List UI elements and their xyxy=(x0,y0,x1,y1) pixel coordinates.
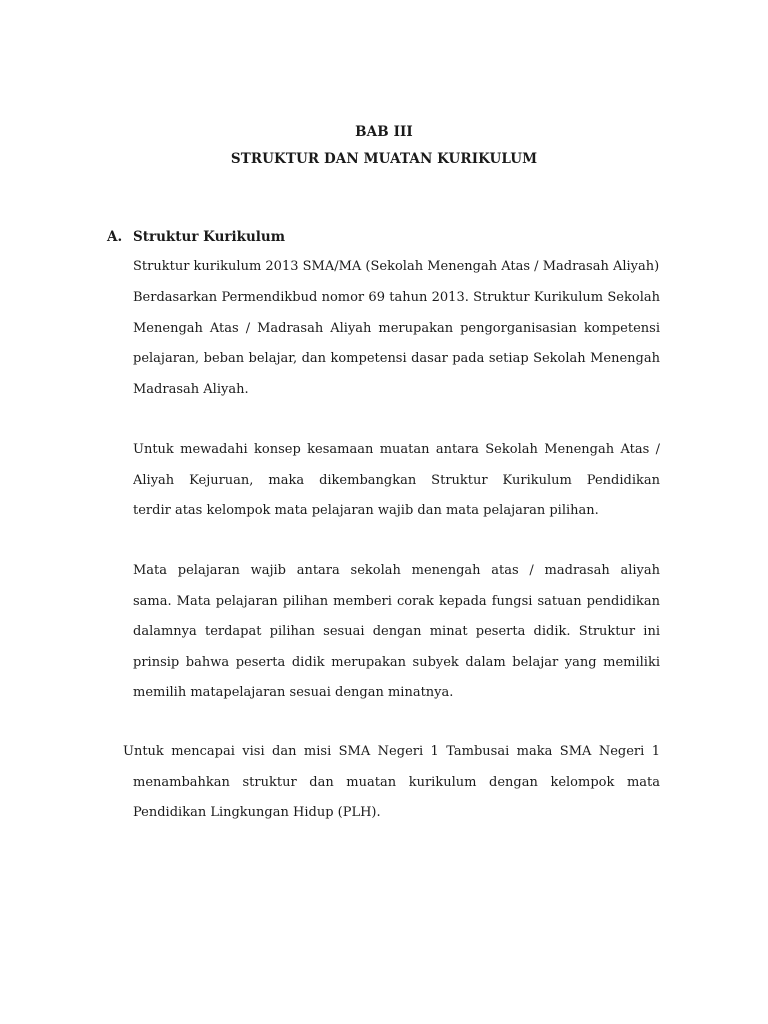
section-heading: Struktur Kurikulum xyxy=(133,229,286,245)
paragraph-line: sama. Mata pelajaran pilihan memberi corak kepada fungsi satuan pendidikan xyxy=(133,593,660,609)
paragraph-1 xyxy=(133,283,660,405)
chapter-number: BAB III xyxy=(355,124,413,140)
intro-line: Struktur kurikulum 2013 SMA/MA (Sekolah Menengah Atas / Madrasah Aliyah) xyxy=(133,259,660,274)
paragraph-line: memilih matapelajaran sesuai dengan minatnya. xyxy=(133,685,454,700)
paragraph-line: Untuk mewadahi konsep kesamaan muatan antara Sekolah Menengah Atas / xyxy=(133,442,660,457)
chapter-title: STRUKTUR DAN MUATAN KURIKULUM xyxy=(230,151,538,167)
paragraph-line: Untuk mencapai visi dan misi SMA Negeri 1 Tambusai maka SMA Negeri 1 xyxy=(123,744,660,759)
paragraph-line: Menengah Atas / Madrasah Aliyah merupakan pengorganisasian kompetensi xyxy=(133,320,660,336)
paragraph-line: terdir atas kelompok mata pelajaran wajib dan mata pelajaran pilihan. xyxy=(133,503,599,518)
paragraph-2 xyxy=(133,435,660,527)
paragraph-3 xyxy=(133,556,660,709)
paragraph-line: pelajaran, beban belajar, dan kompetensi dasar pada setiap Sekolah Menengah xyxy=(133,351,660,366)
section-marker: A. xyxy=(107,229,123,245)
paragraph-line: menambahkan struktur dan muatan kurikulum dengan kelompok mata xyxy=(133,774,660,790)
paragraph-line: Aliyah Kejuruan, maka dikembangkan Struktur Kurikulum Pendidikan xyxy=(133,472,660,488)
paragraph-line: Mata pelajaran wajib antara sekolah menengah atas / madrasah aliyah xyxy=(133,563,660,578)
paragraph-line: prinsip bahwa peserta didik merupakan subyek dalam belajar yang memiliki xyxy=(133,654,660,670)
paragraph-line: Berdasarkan Permendikbud nomor 69 tahun 2013. Struktur Kurikulum Sekolah xyxy=(133,290,660,305)
paragraph-4 xyxy=(123,737,660,829)
paragraph-line: Pendidikan Lingkungan Hidup (PLH). xyxy=(133,805,381,820)
section-intro xyxy=(133,252,660,283)
paragraph-line: Madrasah Aliyah. xyxy=(133,381,249,397)
paragraph-line: dalamnya terdapat pilihan sesuai dengan minat peserta didik. Struktur ini xyxy=(133,624,660,639)
